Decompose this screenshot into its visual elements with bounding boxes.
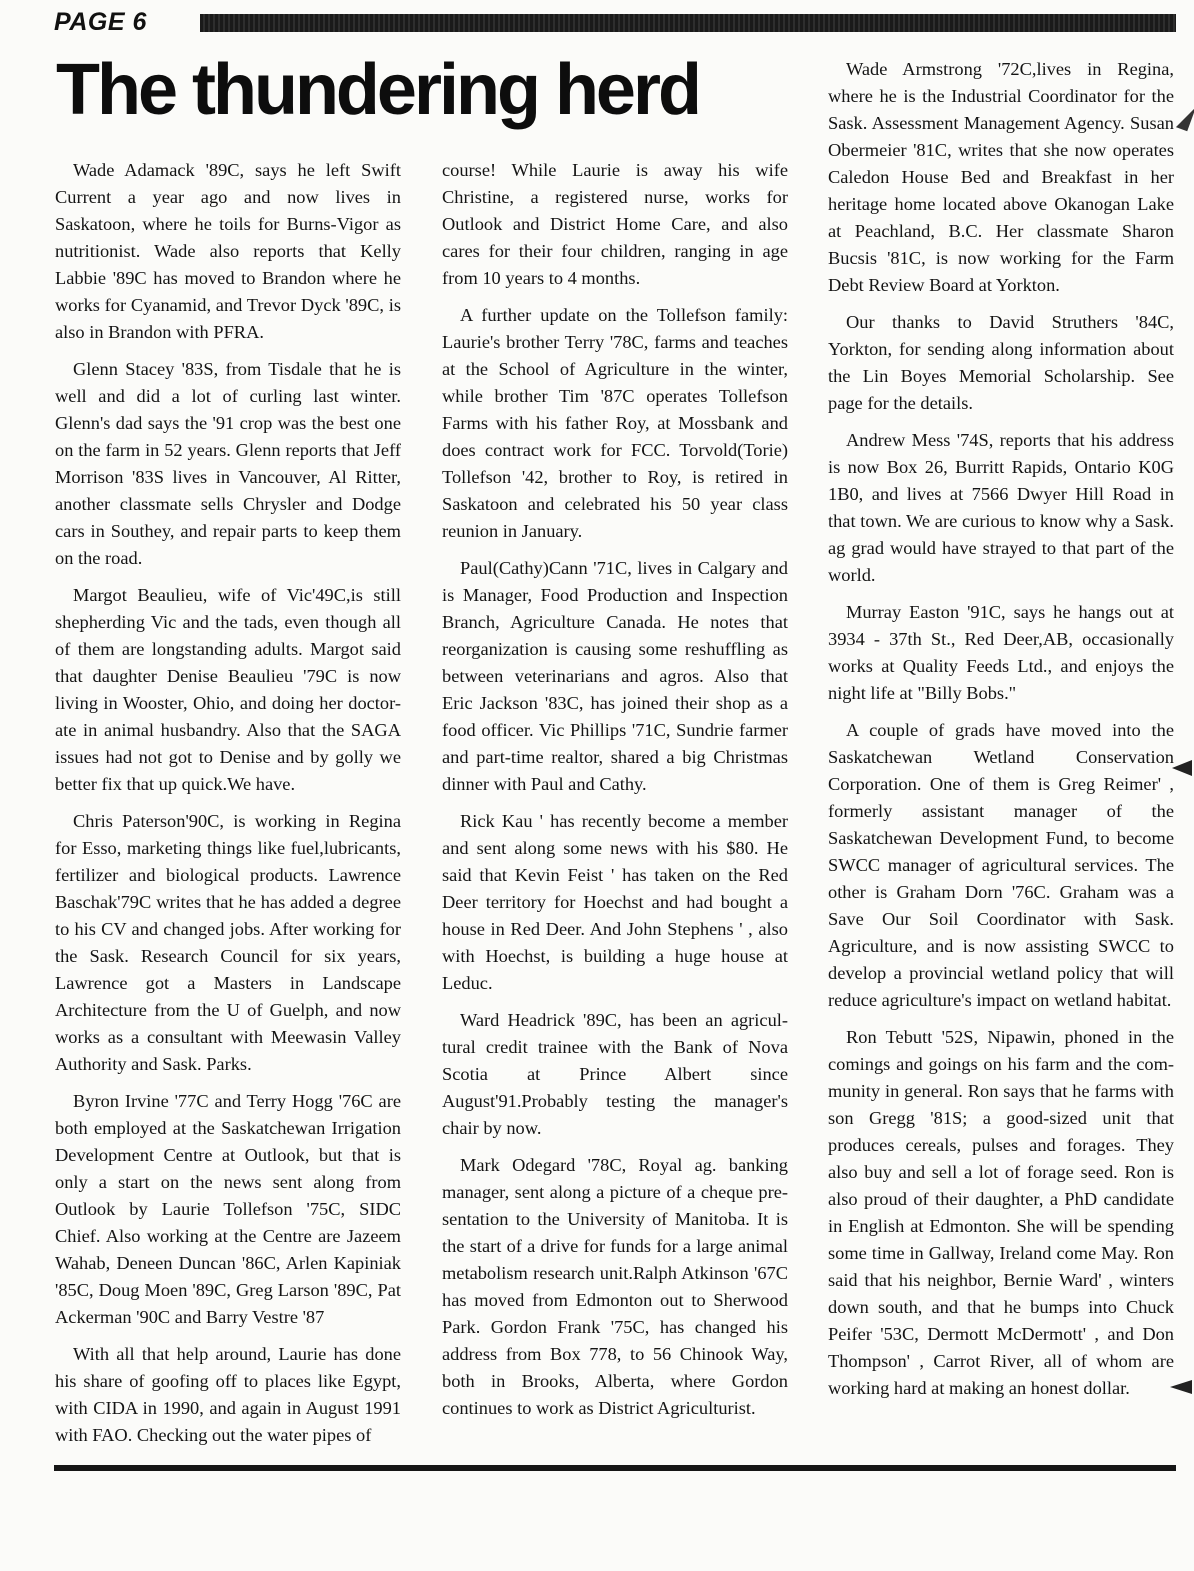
paragraph: Chris Paterson'90C, is working in Regina for Esso, marketing things like fuel,lubricants, fertilizer and biological products. Lawrence Baschak'79C writes that he has added a degree to his CV and changed jobs. After working for the Sask. Research Council for six years, Lawrence got a Masters in Landscape Architecture from the U of Guelph, and now works as a consultant with Meewasin Valley Authority and Sask. Parks. [55, 811, 401, 1074]
paragraph: Murray Easton '91C, says he hangs out at 3934 - 37th St., Red Deer,AB, occasionally works at Quality Feeds Ltd., and enjoys the night life at "Billy Bobs." [828, 602, 1174, 703]
paragraph: Glenn Stacey '83S, from Tisdale that he is well and did a lot of curling last winter. Glenn's dad says the '91 crop was the best one on the farm in 52 years. Glenn reports that Jeff Morrison '83S lives in Vancouver, Al Ritter, another classmate sells Chrysler and Dodge cars in Southey, and repair parts to keep them on the road. [55, 359, 401, 568]
paragraph: With all that help around, Laurie has done his share of goofing off to places like Egypt, with CIDA in 1990, and again in August 1991 with FAO. Checking out the water pipes of [55, 1344, 401, 1445]
paragraph: Margot Beaulieu, wife of Vic'49C,is still shepherding Vic and the tads, even though all of them are longstanding adults. Margot said that daughter Denise Beaulieu '79C is now living in Wooster, Ohio, and doing her doctor-ate in animal husbandry. Also that the SAGA issues had not got to Denise and by golly we better fix that up quick.We have. [55, 585, 401, 794]
paragraph: Byron Irvine '77C and Terry Hogg '76C are both employed at the Saskatchewan Irrigation Development Centre at Outlook, but that is only a start on the news sent along from Outlook by Laurie Tollefson '75C, SIDC Chief. Also working at the Centre are Jazeem Wahab, Deneen Duncan '86C, Arlen Kapiniak '85C, Doug Moen '89C, Greg Larson '89C, Pat Ackerman '90C and Barry Vestre '87 [55, 1091, 401, 1327]
paragraph: Paul(Cathy)Cann '71C, lives in Calgary and is Manager, Food Production and Inspection Branch, Agriculture Canada. He notes that reorganization is causing some reshuffling as between veterinarians and agros. Also that Eric Jackson '83C, has joined their shop as a food officer. Vic Phillips '71C, Sundrie farmer and part-time realtor, shared a big Christmas dinner with Paul and Cathy. [442, 558, 788, 794]
scan-edge-mark [1170, 1380, 1192, 1394]
scan-edge-mark [1176, 103, 1194, 132]
paragraph: Our thanks to David Struthers '84C, Yorkton, for sending along information about the Lin Boyes Memorial Scholarship. See page for the details. [828, 312, 1174, 413]
paragraph: Mark Odegard '78C, Royal ag. banking manager, sent along a picture of a cheque pre-sentation to the University of Manitoba. It is the start of a drive for funds for a large animal metabolism research unit.Ralph Atkinson '67C has moved from Edmonton out to Sherwood Park. Gordon Frank '75C, has changed his address from Box 778, to 56 Chinook Way, both in Brooks, Alberta, where Gordon continues to work as District Agriculturist. [442, 1155, 788, 1418]
paragraph: Ward Headrick '89C, has been an agricul-tural credit trainee with the Bank of Nova Scotia at Prince Albert since August'91.Probably testing the manager's chair by now. [442, 1010, 788, 1138]
headline: The thundering herd [56, 50, 699, 130]
paragraph: Wade Armstrong '72C,lives in Regina, where he is the Industrial Coordinator for the Sask. Assessment Management Agency. Susan Obermeier '81C, writes that she now operates Caledon House Bed and Breakfast in her heritage home located above Okanogan Lake at Peachland, B.C. Her classmate Sharon Bucsis '81C, is now working for the Farm Debt Review Board at Yorkton. [828, 59, 1174, 295]
header-bar [200, 14, 1176, 32]
scan-edge-mark [1172, 760, 1192, 776]
paragraph: Rick Kau ' has recently become a member and sent along some news with his $80. He said that Kevin Feist ' has taken on the Red Deer territory for Hoechst and had bought a house in Red Deer. And John Stephens ' , also with Hoechst, is building a huge house at Leduc. [442, 811, 788, 993]
page-number-label: PAGE 6 [54, 8, 147, 36]
column-1 [55, 157, 401, 1459]
column-2 [442, 157, 788, 1432]
paragraph: course! While Laurie is away his wife Christine, a registered nurse, works for Outlook and District Home Care, and also cares for their four children, ranging in age from 10 years to 4 months. [442, 160, 788, 288]
paragraph: Wade Adamack '89C, says he left Swift Current a year ago and now lives in Saskatoon, where he toils for Burns-Vigor as nutritionist. Wade also reports that Kelly Labbie '89C has moved to Brandon where he works for Cyanamid, and Trevor Dyck '89C, is also in Brandon with PFRA. [55, 160, 401, 342]
paragraph: Andrew Mess '74S, reports that his address is now Box 26, Burritt Rapids, Ontario K0G 1B0, and lives at 7566 Dwyer Hill Road in that town. We are curious to know why a Sask. ag grad would have strayed to that part of the world. [828, 430, 1174, 585]
paragraph: A couple of grads have moved into the Saskatchewan Wetland Conservation Corporation. One of them is Greg Reimer' , formerly assistant manager of the Saskatchewan Development Fund, to become SWCC manager of agricultural services. The other is Graham Dorn '76C. Graham was a Save Our Soil Coordinator with Sask. Agriculture, and is now assisting SWCC to develop a provincial wetland policy that will reduce agriculture's impact on wetland habitat. [828, 720, 1174, 1010]
footer-rule [54, 1465, 1176, 1471]
column-3 [828, 56, 1174, 1412]
paragraph: Ron Tebutt '52S, Nipawin, phoned in the comings and goings on his farm and the com-munity in general. Ron says that he farms with son Gregg '81S; a good-sized unit that produces cereals, pulses and forages. They also buy and sell a lot of forage seed. Ron is also proud of their daughter, a PhD candidate in English at Edmonton. She will be spending some time in Gallway, Ireland come May. Ron said that his neighbor, Bernie Ward' , winters down south, and that he bumps into Chuck Peifer '53C, Dermott McDermott' , and Don Thompson' , Carrot River, all of whom are working hard at making an honest dollar. [828, 1027, 1174, 1398]
paragraph: A further update on the Tollefson family: Laurie's brother Terry '78C, farms and teaches at the School of Agriculture in the winter, while brother Tim '87C operates Tollefson Farms with his father Roy, at Mossbank and does contract work for FCC. Torvold(Torie) Tollefson '42, brother to Roy, is retired in Saskatoon and celebrated his 50 year class reunion in January. [442, 305, 788, 541]
